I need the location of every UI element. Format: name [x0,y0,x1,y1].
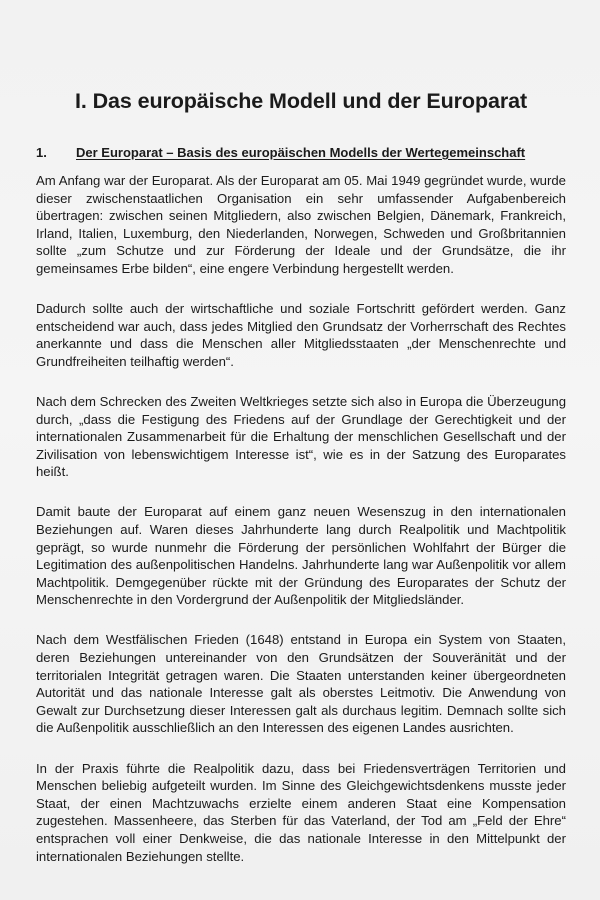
paragraph-6: In der Praxis führte die Realpolitik dazu, dass bei Friedensverträgen Territorien und Menschen beliebig aufgeteilt wurden. Im Sinne des Gleichgewichtsdenkens musste jeder Staat, der einen Machtzuwachs erzielte einem anderen Staat eine Kompensation zugestehen. Massenheere, das Sterben für das Vaterland, der Tod am „Feld der Ehre“ entsprachen voll einer Denkweise, die das nationale Interesse in den Mittelpunkt der internationalen Beziehungen stellte. [36,760,566,864]
section-heading [36,144,566,161]
paragraph-1: Am Anfang war der Europarat. Als der Europarat am 05. Mai 1949 gegründet wurde, wurde dieser zwischenstaatlichen Organisation ein sehr umfassender Aufgabenbereich übertragen: zwischen seinen Mitgliedern, also zwischen Belgien, Dänemark, Frankreich, Irland, Italien, Luxemburg, den Niederlanden, Norwegen, Schweden und Großbritannien sollte „zum Schutze und zur Förderung der Ideale und der Grundsätze, die ihr gemeinsames Erbe bilden“, eine engere Verbindung hergestellt werden. [36,173,566,276]
paragraph-5: Nach dem Westfälischen Frieden (1648) entstand in Europa ein System von Staaten, deren Beziehungen untereinander von den Grundsätzen der Souveränität und der territorialen Integrität getragen waren. Die Staaten unterstanden keiner übergeordneten Autorität und das nationale Interesse galt als oberstes Leitmotiv. Die Anwendung von Gewalt zur Durchsetzung dieser Interessen galt als durchaus legitim. Demnach sollte sich die Außenpolitik ausschließlich an den Interessen des eigenen Landes ausrichten. [36,632,566,736]
paragraph-3: Nach dem Schrecken des Zweiten Weltkrieges setzte sich also in Europa die Überzeugung durch, „dass die Festigung des Friedens auf der Grundlage der Gerechtigkeit und der internationalen Zusammenarbeit für die Erhaltung der menschlichen Gesellschaft und der Zivilisation von lebenswichtigem Interesse ist“, wie es in der Satzung des Europarates heißt. [36,393,566,480]
paragraph-4: Damit baute der Europarat auf einem ganz neuen Wesenszug in den internationalen Beziehungen auf. Waren dieses Jahrhunderte lang durch Realpolitik und Machtpolitik geprägt, so wurde nunmehr die Förderung der persönlichen Wohlfahrt der Bürger die Legitimation des außenpolitischen Handelns. Jahrhunderte lang war Außenpolitik vor allem Machtpolitik. Demgegenüber rückte mit der Gründung des Europarates der Schutz der Menschenrechte in den Vordergrund der Außenpolitik der Mitgliedsländer. [36,504,566,608]
paragraph-2: Dadurch sollte auch der wirtschaftliche und soziale Fortschritt gefördert werden. Ganz entscheidend war auch, dass jedes Mitglied den Grundsatz der Vorherrschaft des Rechtes anerkannte und dass die Menschen aller Mitgliedsstaaten „der Menschenrechte und Grundfreiheiten teilhaftig werden“. [36,301,566,369]
chapter-title: I. Das europäische Modell und der Europarat [74,89,528,113]
section-title: Der Europarat – Basis des europäischen Modells der Wertegemeinschaft [76,145,526,160]
body-text [36,172,566,865]
section-number: 1. [36,145,47,160]
